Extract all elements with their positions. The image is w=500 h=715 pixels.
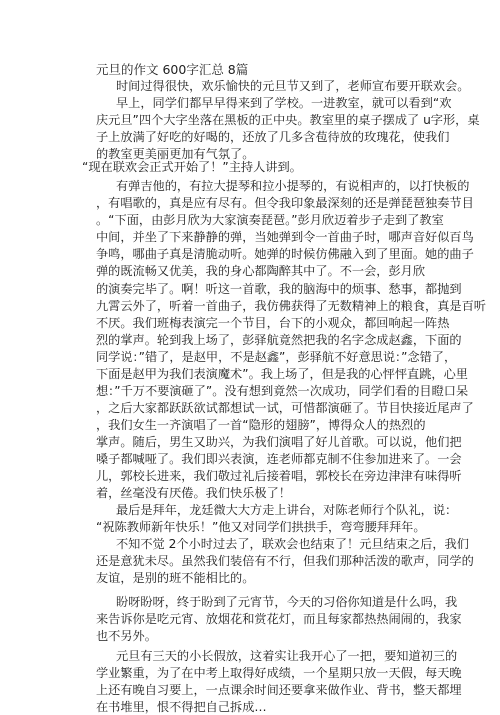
paragraph-line: 的教室更美丽更加有气氛了。: [96, 147, 255, 161]
paragraph-line: 儿，郭校长进来，我们敬过礼后接着唱，郭校长在旁边津津有味得听: [96, 469, 462, 483]
paragraph-line: 不知不觉 2个小时过去了，联欢会也结束了！元旦结束之后，我们: [116, 537, 469, 551]
paragraph-line: 元旦有三天的小长假放，这着实让我开心了一把，要知道初三的: [116, 649, 458, 663]
paragraph-line: 友谊，是别的班不能相比的。: [96, 571, 255, 585]
paragraph-line: 九霄云外了，听着一首曲子，我仿佛获得了无数精神上的粮食，真是百听: [96, 299, 486, 313]
paragraph-line: 也不另外。: [96, 629, 157, 643]
paragraph-line: ，有唱歌的，真是应有尽有。但令我印象最深刻的还是弹琵琶独奏节目: [96, 196, 474, 210]
paragraph-line: 的演奏完毕了。啊！听这一首歌，我的脑海中的烦事、愁事，都抛到: [96, 282, 462, 296]
paragraph-line: “现在联欢会正式开始了！”主持人讲到。: [82, 160, 302, 174]
paragraph-line: 盼呀盼呀，终于盼到了元宵节，今天的习俗你知道是什么吗，我: [116, 595, 458, 609]
paragraph-line: 烈的掌声。轮到我上场了，彭驿航竟然把我的名字念成赵鑫，下面的: [96, 333, 462, 347]
paragraph-line: 有弹吉他的，有拉大提琴和拉小提琴的，有说相声的，以打快板的: [116, 179, 470, 193]
paragraph-line: ，之后大家都跃跃欲试都想试一试，可惜都演砸了。节目快接近尾声了: [96, 401, 474, 415]
paragraph-line: 同学说：”错了，是赵甲，不是赵鑫”，彭驿航不好意思说：”念错了，: [96, 350, 457, 364]
paragraph-line: 子上放满了好吃的好喝的，还放了几多含苞待放的玫瑰花，使我们: [96, 130, 450, 144]
paragraph-line: 。“下面，由彭月欣为大家演奏琵琶。”彭月欣迈着步子走到了教室: [96, 213, 444, 227]
paragraph-line: 弹的既流畅又优美，我的身心都陶醉其中了。不一会，彭月欣: [96, 264, 426, 278]
paragraph-line: 最后是拜年，龙廷微大大方走上讲台，对陈老师行个队礼，说：: [116, 503, 458, 517]
paragraph-line: 庆元旦”四个大字坐落在黑板的正中央。教室里的桌子摆成了 u字形，桌: [96, 113, 480, 127]
paragraph-line: 不厌。我们班梅表演完一个节目，台下的小观众，都回响起一阵热: [96, 316, 450, 330]
paragraph-line: 掌声。随后，男生又助兴，为我们演唱了好儿首歌。可以说，他们把: [96, 435, 462, 449]
paragraph-line: 下面是赵甲为我们表演魔术”。我上场了，但是我的心怦怦直跳，心里: [96, 367, 468, 381]
paragraph-line: 时间过得很快，欢乐愉快的元旦节又到了，老师宣布要开联欢会。: [116, 79, 470, 93]
paragraph-line: 在书堆里，恨不得把自己拆成…: [96, 700, 267, 714]
paragraph-line: 还是意犹未尽。虽然我们装倍有不行，但我们那种活泼的歌声，同学的: [96, 554, 474, 568]
paragraph-line: 上还有晚自习要上，一点课余时间还要拿来做作业、背书，整天都埋: [96, 683, 462, 697]
paragraph-line: 着，丝毫没有厌倦。我们快乐极了！: [96, 486, 291, 500]
paragraph-line: 嗓子都喊哑了。我们即兴表演，连老师都克制不住参加进来了。一会: [96, 452, 462, 466]
paragraph-line: 想：”千万不要演砸了”。没有想到竟然一次成功，同学们看的目瞪口呆: [96, 384, 469, 398]
paragraph-line: 学业繁重，为了在中考上取得好成绩，一个星期只放一天假，每天晚: [96, 666, 462, 680]
paragraph-line: 争鸣，哪曲子真是清脆动听。她弹的时候仿佛融入到了里面。她的曲子: [96, 247, 474, 261]
paragraph-line: 中间，并坐了下来静静的弹，当她弹到令一首曲子时，哪声音好似百鸟: [96, 230, 474, 244]
paragraph-line: “祝陈教师新年快乐！”他又对同学们拱拱手，弯弯腰拜拜年。: [96, 520, 426, 534]
paragraph-line: 早上，同学们都早早得来到了学校。一进教室，就可以看到“欢: [116, 96, 452, 110]
paragraph-line: 来告诉你是吃元宵、放烟花和赏花灯，而且每家都热热闹闹的，我家: [96, 612, 462, 626]
paragraph-line: ，我们女生一齐演唱了一首“隐形的翅膀”，博得众人的热烈的: [96, 418, 426, 432]
document-title: 元旦的作文 600字汇总 8篇: [96, 62, 249, 77]
